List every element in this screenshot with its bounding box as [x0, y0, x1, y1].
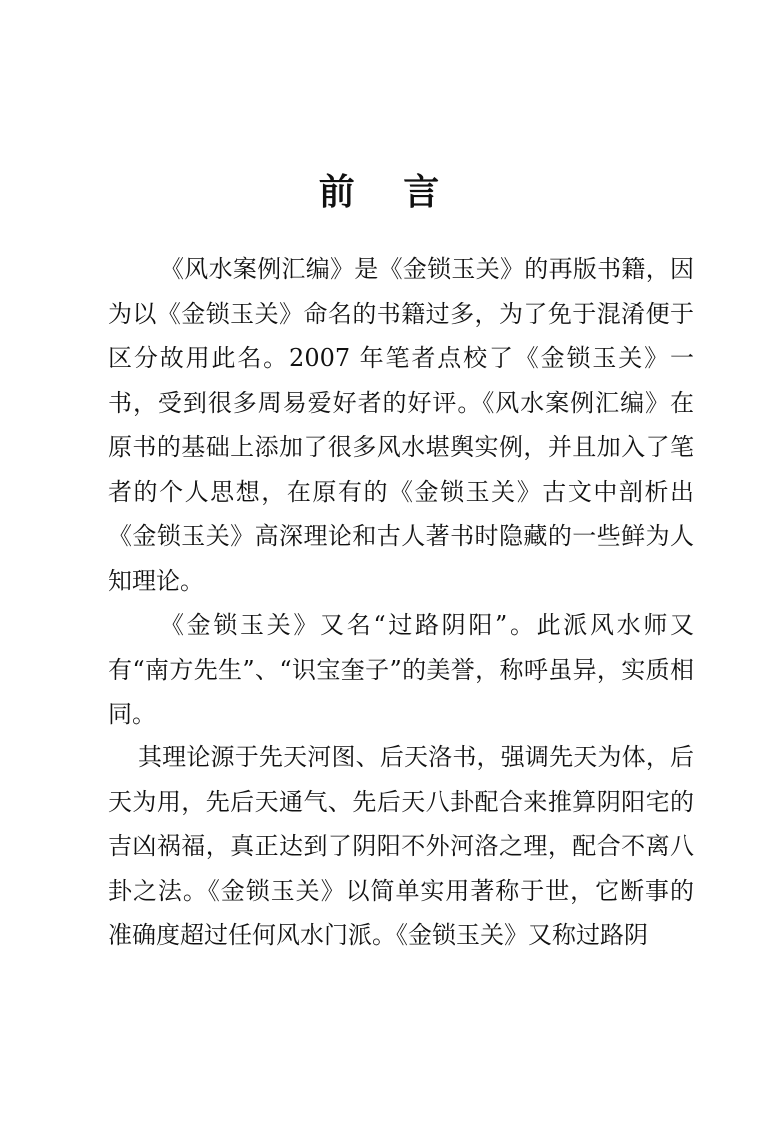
paragraph-2: 《金锁玉关》又名“过路阴阳”。此派风水师又有“南方先生”、“识宝奎子”的美誉，称呼虽异，实质相同。: [108, 611, 694, 728]
paragraph-1: 《风水案例汇编》是《金锁玉关》的再版书籍，因为以《金锁玉关》命名的书籍过多，为了免于混淆便于区分故用此名。2007 年笔者点校了《金锁玉关》一书，受到很多周易爱好者的好评。《风水案例汇编》在原书的基础上添加了很多风水堪舆实例，并且加入了笔者的个人思想，在原有的《金锁玉关》古文中剖析出《金锁玉关》高深理论和古人著书时隐藏的一些鲜为人知理论。: [108, 255, 694, 595]
paragraph-3: 其理论源于先天河图、后天洛书，强调先天为体，后天为用，先后天通气、先后天八卦配合来推算阴阳宅的吉凶祸福，真正达到了阴阳不外河洛之理，配合不离八卦之法。《金锁玉关》以简单实用著称于世，它断事的准确度超过任何风水门派。《金锁玉关》又称过路阴: [108, 743, 694, 949]
page-title: 前 言: [318, 172, 458, 213]
